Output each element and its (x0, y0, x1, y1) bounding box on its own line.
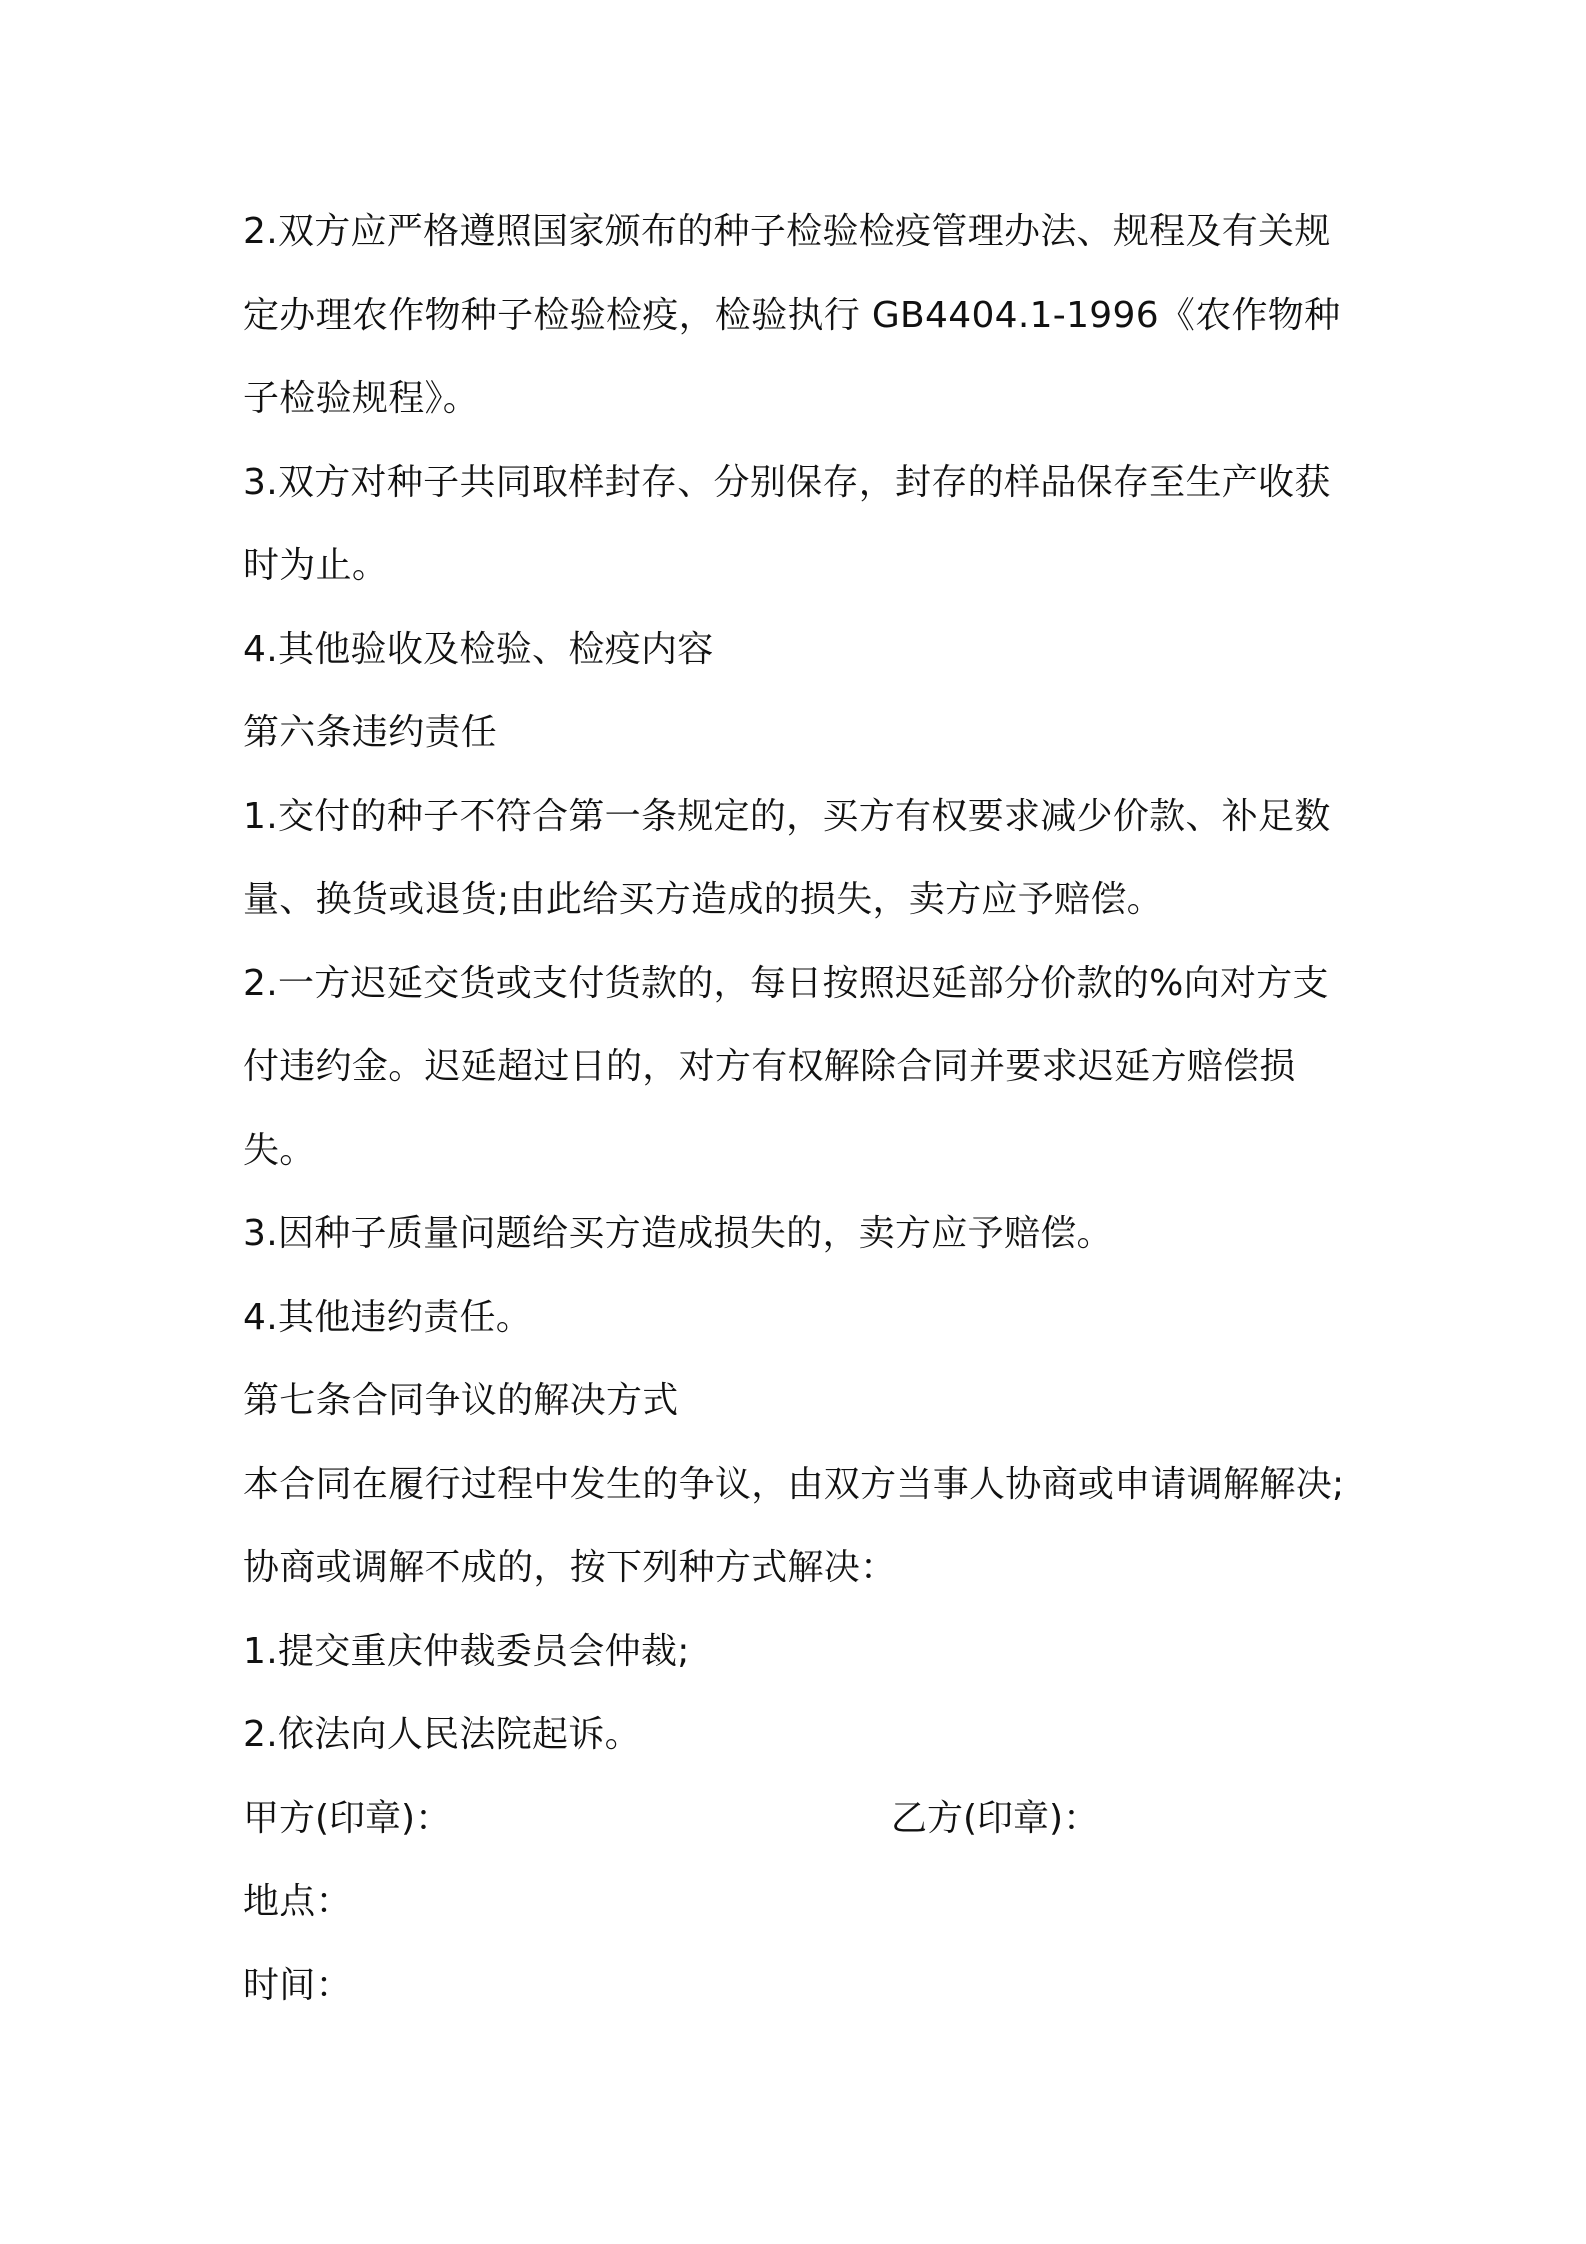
option-arbitration: 1.提交重庆仲裁委员会仲裁; (243, 1630, 690, 1672)
clause-quality-loss: 3.因种子质量问题给买方造成损失的，卖方应予赔偿。 (243, 1213, 1113, 1254)
clause-other-inspection: 4.其他验收及检验、检疫内容 (243, 628, 714, 670)
article-six-heading: 第六条违约责任 (243, 712, 498, 753)
party-a-seal-label: 甲方(印章)： (243, 1797, 452, 1839)
clause-other-liability: 4.其他违约责任。 (243, 1296, 533, 1338)
signature-row (243, 1777, 1363, 1861)
clause-inspection-standard: 2.双方应严格遵照国家颁布的种子检验检疫管理办法、规程及有关规定办理农作物种子检验检疫，检验执行 GB4404.1-1996《农作物种子检验规程》。 (243, 211, 1341, 419)
document-body (243, 190, 1363, 2027)
place-label: 地点： (243, 1881, 352, 1922)
article-seven-heading: 第七条合同争议的解决方式 (243, 1380, 679, 1421)
option-litigation: 2.依法向人民法院起诉。 (243, 1714, 641, 1755)
time-label: 时间： (243, 1964, 352, 2006)
clause-late-delivery: 2.一方迟延交货或支付货款的，每日按照迟延部分价款的%向对方支付违约金。迟延超过日的，对方有权解除合同并要求迟延方赔偿损失。 (243, 962, 1329, 1171)
clause-nonconforming-seeds: 1.交付的种子不符合第一条规定的，买方有权要求减少价款、补足数量、换货或退货;由此给买方造成的损失，卖方应予赔偿。 (243, 795, 1331, 920)
clause-dispute-resolution: 本合同在履行过程中发生的争议，由双方当事人协商或申请调解解决;协商或调解不成的，按下列种方式解决： (243, 1463, 1345, 1588)
clause-sample-storage: 3.双方对种子共同取样封存、分别保存，封存的样品保存至生产收获时为止。 (243, 461, 1331, 586)
party-b-seal-label: 乙方(印章)： (891, 1797, 1100, 1839)
